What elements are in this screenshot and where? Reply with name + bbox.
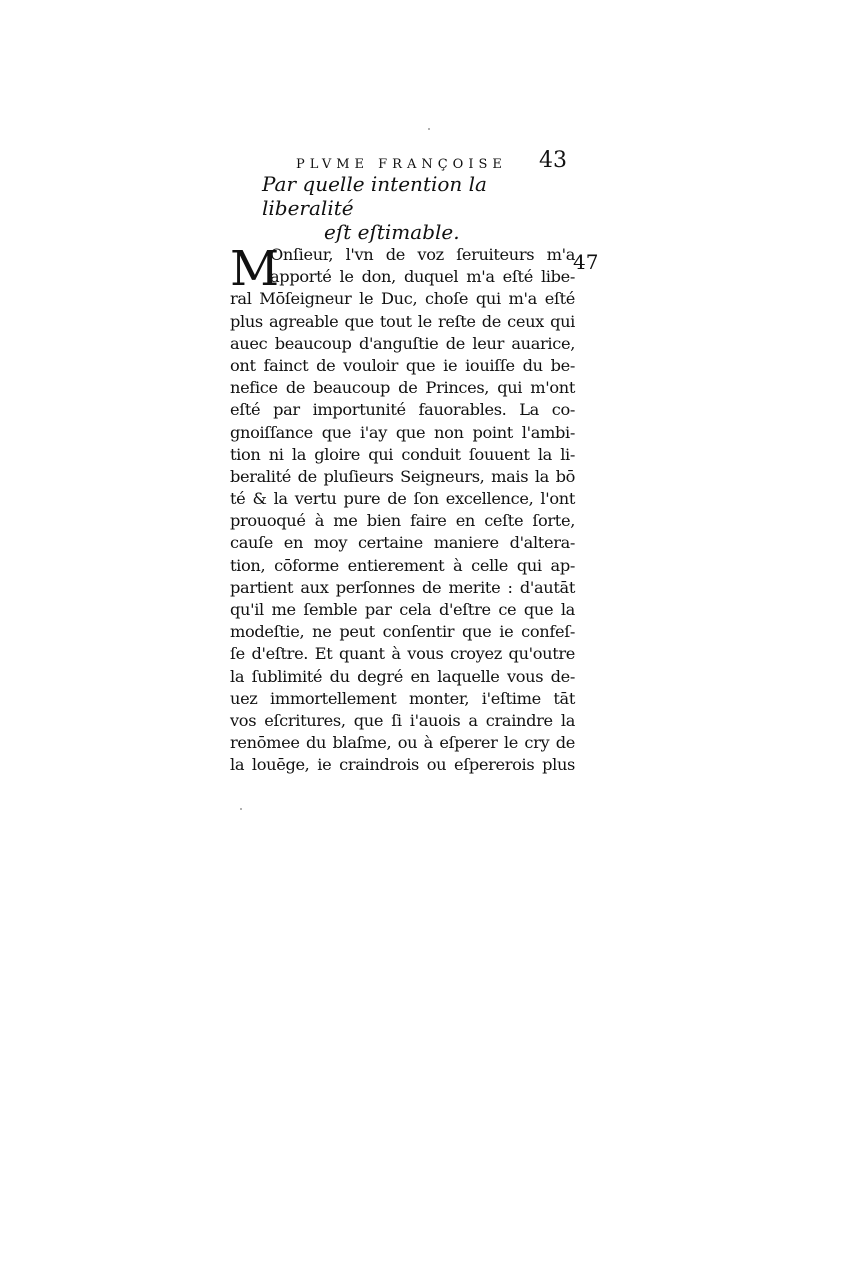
text-line: vos eſcritures, que ſi i'auois a craindre la [230, 710, 575, 730]
text-line: Onſieur, l'vn de voz ſeruiteurs m'a [270, 245, 575, 264]
text-line: qu'il me ſemble par cela d'eſtre ce que la [230, 600, 575, 619]
letter-body [230, 241, 575, 777]
text-line: partient aux perſonnes de merite : d'autāt [230, 577, 575, 597]
text-line: modeſtie, ne peut conſentir que ie confeſ- [230, 622, 575, 642]
text-line: beralité de pluſieurs Seigneurs, mais la bō [230, 466, 575, 486]
text-line: uez immortellement monter, i'eſtime tāt [230, 688, 575, 708]
text-line: eſté par importunité fauorables. La co- [230, 400, 575, 420]
section-title-line-1: Par quelle intention la liberalité [262, 172, 487, 220]
running-head: PLVME FRANÇOISE [296, 157, 507, 172]
text-line: renōmee du blaſme, ou à eſperer le cry de [230, 733, 575, 753]
text-line: ſe d'eſtre. Et quant à vous croyez qu'outre [230, 644, 575, 664]
text-line: cauſe en moy certaine maniere d'altera- [230, 533, 575, 553]
drop-cap: M [230, 241, 280, 297]
text-line: ont fainct de vouloir que ie iouiſſe du be- [230, 355, 575, 375]
text-line: ral Mōſeigneur le Duc, choſe qui m'a eſté [230, 289, 575, 309]
text-line: prouoqué à me bien faire en ceſte ſorte, [230, 511, 575, 531]
text-line: apporté le don, duquel m'a eſté libe- [270, 267, 575, 287]
section-title-line-2: eſt eſtimable. [324, 220, 460, 244]
text-line: la louēge, ie craindrois ou eſpererois plus [230, 755, 575, 775]
text-line: plus agreable que tout le reſte de ceux qui [230, 311, 575, 331]
scan-speck [428, 128, 430, 130]
page-number: 43 [539, 148, 567, 173]
text-line: auec beaucoup d'anguſtie de leur auarice, [230, 333, 575, 353]
scan-speck [240, 808, 242, 810]
text-line: la ſublimité du degré en laquelle vous de- [230, 666, 575, 686]
text-line: gnoiſſance que i'ay que non point l'ambi- [230, 422, 575, 442]
text-line: tion ni la gloire qui conduit ſouuent la li- [230, 444, 575, 464]
text-line: té & la vertu pure de ſon excellence, l'ont [230, 489, 575, 509]
section-title [262, 172, 562, 244]
text-line: nefice de beaucoup de Princes, qui m'ont [230, 378, 575, 398]
text-line: tion, cōforme entierement à celle qui ap- [230, 555, 575, 575]
margin-letter-number: 47 [573, 250, 599, 274]
